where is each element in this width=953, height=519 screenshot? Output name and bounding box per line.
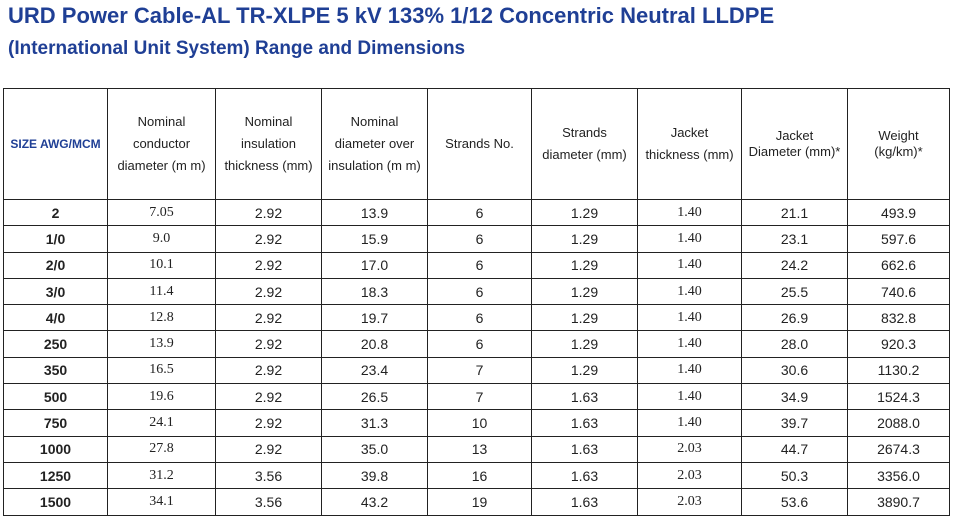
header-conductor-diameter: Nominal conductor diameter (m m) [108, 89, 216, 200]
cell-insulation-thickness: 2.92 [216, 305, 322, 331]
cell-size: 750 [4, 410, 108, 436]
table-header-row [4, 89, 950, 200]
cell-jacket-thickness: 1.40 [638, 252, 742, 278]
cell-weight: 493.9 [848, 200, 950, 226]
header-insulation-thickness: Nominal insulation thickness (mm) [216, 89, 322, 200]
cell-strands-diameter: 1.63 [532, 384, 638, 410]
cell-diameter-over-insulation: 43.2 [322, 489, 428, 515]
header-jacket-diameter: Jacket Diameter (mm)* [742, 89, 848, 200]
cell-conductor-diameter: 11.4 [108, 278, 216, 304]
cell-insulation-thickness: 2.92 [216, 331, 322, 357]
table-row [4, 226, 950, 252]
cell-jacket-thickness: 1.40 [638, 226, 742, 252]
cell-size: 350 [4, 357, 108, 383]
cell-size: 1500 [4, 489, 108, 515]
header-size: SIZE AWG/MCM [4, 89, 108, 200]
cell-strands-diameter: 1.29 [532, 278, 638, 304]
cell-insulation-thickness: 2.92 [216, 226, 322, 252]
cell-conductor-diameter: 27.8 [108, 436, 216, 462]
cell-size: 2 [4, 200, 108, 226]
cell-conductor-diameter: 13.9 [108, 331, 216, 357]
header-jacket-thickness: Jacket thickness (mm) [638, 89, 742, 200]
cell-jacket-thickness: 1.40 [638, 357, 742, 383]
cell-jacket-diameter: 25.5 [742, 278, 848, 304]
table-row [4, 462, 950, 488]
cell-jacket-diameter: 26.9 [742, 305, 848, 331]
cell-diameter-over-insulation: 26.5 [322, 384, 428, 410]
table-row [4, 436, 950, 462]
cell-jacket-diameter: 53.6 [742, 489, 848, 515]
cell-conductor-diameter: 12.8 [108, 305, 216, 331]
cell-jacket-thickness: 1.40 [638, 278, 742, 304]
cell-diameter-over-insulation: 15.9 [322, 226, 428, 252]
cell-weight: 2088.0 [848, 410, 950, 436]
cell-strands-diameter: 1.63 [532, 462, 638, 488]
cell-conductor-diameter: 34.1 [108, 489, 216, 515]
header-strands-no: Strands No. [428, 89, 532, 200]
cell-strands-diameter: 1.29 [532, 357, 638, 383]
cell-diameter-over-insulation: 20.8 [322, 331, 428, 357]
cell-jacket-thickness: 1.40 [638, 331, 742, 357]
cell-weight: 597.6 [848, 226, 950, 252]
cell-strands-no: 6 [428, 305, 532, 331]
cell-strands-no: 6 [428, 252, 532, 278]
cell-diameter-over-insulation: 39.8 [322, 462, 428, 488]
cell-insulation-thickness: 2.92 [216, 252, 322, 278]
cell-strands-diameter: 1.63 [532, 436, 638, 462]
cell-strands-no: 6 [428, 200, 532, 226]
cell-size: 2/0 [4, 252, 108, 278]
cell-conductor-diameter: 10.1 [108, 252, 216, 278]
cell-conductor-diameter: 31.2 [108, 462, 216, 488]
table-row [4, 252, 950, 278]
table-row [4, 410, 950, 436]
cell-conductor-diameter: 24.1 [108, 410, 216, 436]
cell-jacket-thickness: 1.40 [638, 384, 742, 410]
cell-strands-no: 7 [428, 357, 532, 383]
cell-strands-diameter: 1.63 [532, 489, 638, 515]
cell-size: 1000 [4, 436, 108, 462]
cell-strands-no: 16 [428, 462, 532, 488]
cell-jacket-diameter: 50.3 [742, 462, 848, 488]
cell-weight: 3890.7 [848, 489, 950, 515]
cell-jacket-diameter: 24.2 [742, 252, 848, 278]
cell-diameter-over-insulation: 31.3 [322, 410, 428, 436]
cell-diameter-over-insulation: 13.9 [322, 200, 428, 226]
cell-jacket-thickness: 2.03 [638, 489, 742, 515]
page-title: URD Power Cable-AL TR-XLPE 5 kV 133% 1/12 Concentric Neutral LLDPE [8, 3, 775, 28]
table-row [4, 384, 950, 410]
cell-size: 1/0 [4, 226, 108, 252]
dimensions-table [3, 88, 950, 516]
cell-weight: 832.8 [848, 305, 950, 331]
cell-insulation-thickness: 2.92 [216, 200, 322, 226]
cell-conductor-diameter: 19.6 [108, 384, 216, 410]
cell-size: 1250 [4, 462, 108, 488]
cell-diameter-over-insulation: 17.0 [322, 252, 428, 278]
table-row [4, 200, 950, 226]
table-row [4, 331, 950, 357]
header-strands-diameter: Strands diameter (mm) [532, 89, 638, 200]
cell-strands-diameter: 1.29 [532, 331, 638, 357]
cell-strands-diameter: 1.29 [532, 200, 638, 226]
cell-weight: 1130.2 [848, 357, 950, 383]
cell-conductor-diameter: 9.0 [108, 226, 216, 252]
cell-jacket-diameter: 28.0 [742, 331, 848, 357]
cell-jacket-diameter: 23.1 [742, 226, 848, 252]
cell-weight: 1524.3 [848, 384, 950, 410]
cell-jacket-diameter: 34.9 [742, 384, 848, 410]
cell-insulation-thickness: 2.92 [216, 436, 322, 462]
table-row [4, 357, 950, 383]
cell-jacket-diameter: 44.7 [742, 436, 848, 462]
cell-jacket-thickness: 2.03 [638, 436, 742, 462]
cell-strands-diameter: 1.63 [532, 410, 638, 436]
cell-jacket-diameter: 30.6 [742, 357, 848, 383]
cell-jacket-thickness: 1.40 [638, 305, 742, 331]
cell-strands-no: 6 [428, 226, 532, 252]
table-row [4, 305, 950, 331]
cell-size: 4/0 [4, 305, 108, 331]
cell-weight: 920.3 [848, 331, 950, 357]
cell-jacket-thickness: 1.40 [638, 200, 742, 226]
cell-insulation-thickness: 3.56 [216, 462, 322, 488]
cell-strands-no: 6 [428, 331, 532, 357]
cell-size: 3/0 [4, 278, 108, 304]
table-row [4, 489, 950, 515]
cell-strands-diameter: 1.29 [532, 226, 638, 252]
cell-diameter-over-insulation: 35.0 [322, 436, 428, 462]
cell-jacket-thickness: 2.03 [638, 462, 742, 488]
cell-conductor-diameter: 7.05 [108, 200, 216, 226]
cell-insulation-thickness: 2.92 [216, 278, 322, 304]
cell-strands-diameter: 1.29 [532, 252, 638, 278]
cell-strands-no: 13 [428, 436, 532, 462]
cell-weight: 740.6 [848, 278, 950, 304]
cell-strands-no: 19 [428, 489, 532, 515]
cell-diameter-over-insulation: 23.4 [322, 357, 428, 383]
table-row [4, 278, 950, 304]
cell-jacket-thickness: 1.40 [638, 410, 742, 436]
cell-diameter-over-insulation: 18.3 [322, 278, 428, 304]
cell-size: 500 [4, 384, 108, 410]
cell-diameter-over-insulation: 19.7 [322, 305, 428, 331]
cell-strands-no: 6 [428, 278, 532, 304]
cell-insulation-thickness: 2.92 [216, 410, 322, 436]
cell-weight: 662.6 [848, 252, 950, 278]
cell-jacket-diameter: 39.7 [742, 410, 848, 436]
cell-insulation-thickness: 2.92 [216, 357, 322, 383]
cell-conductor-diameter: 16.5 [108, 357, 216, 383]
cell-strands-no: 10 [428, 410, 532, 436]
header-diameter-over-insulation: Nominal diameter over insulation (m m) [322, 89, 428, 200]
header-weight: Weight (kg/km)* [848, 89, 950, 200]
cell-weight: 2674.3 [848, 436, 950, 462]
cell-strands-no: 7 [428, 384, 532, 410]
cell-jacket-diameter: 21.1 [742, 200, 848, 226]
cell-strands-diameter: 1.29 [532, 305, 638, 331]
cell-size: 250 [4, 331, 108, 357]
cell-weight: 3356.0 [848, 462, 950, 488]
page-subtitle: (International Unit System) Range and Dimensions [8, 38, 466, 59]
cell-insulation-thickness: 2.92 [216, 384, 322, 410]
cell-insulation-thickness: 3.56 [216, 489, 322, 515]
